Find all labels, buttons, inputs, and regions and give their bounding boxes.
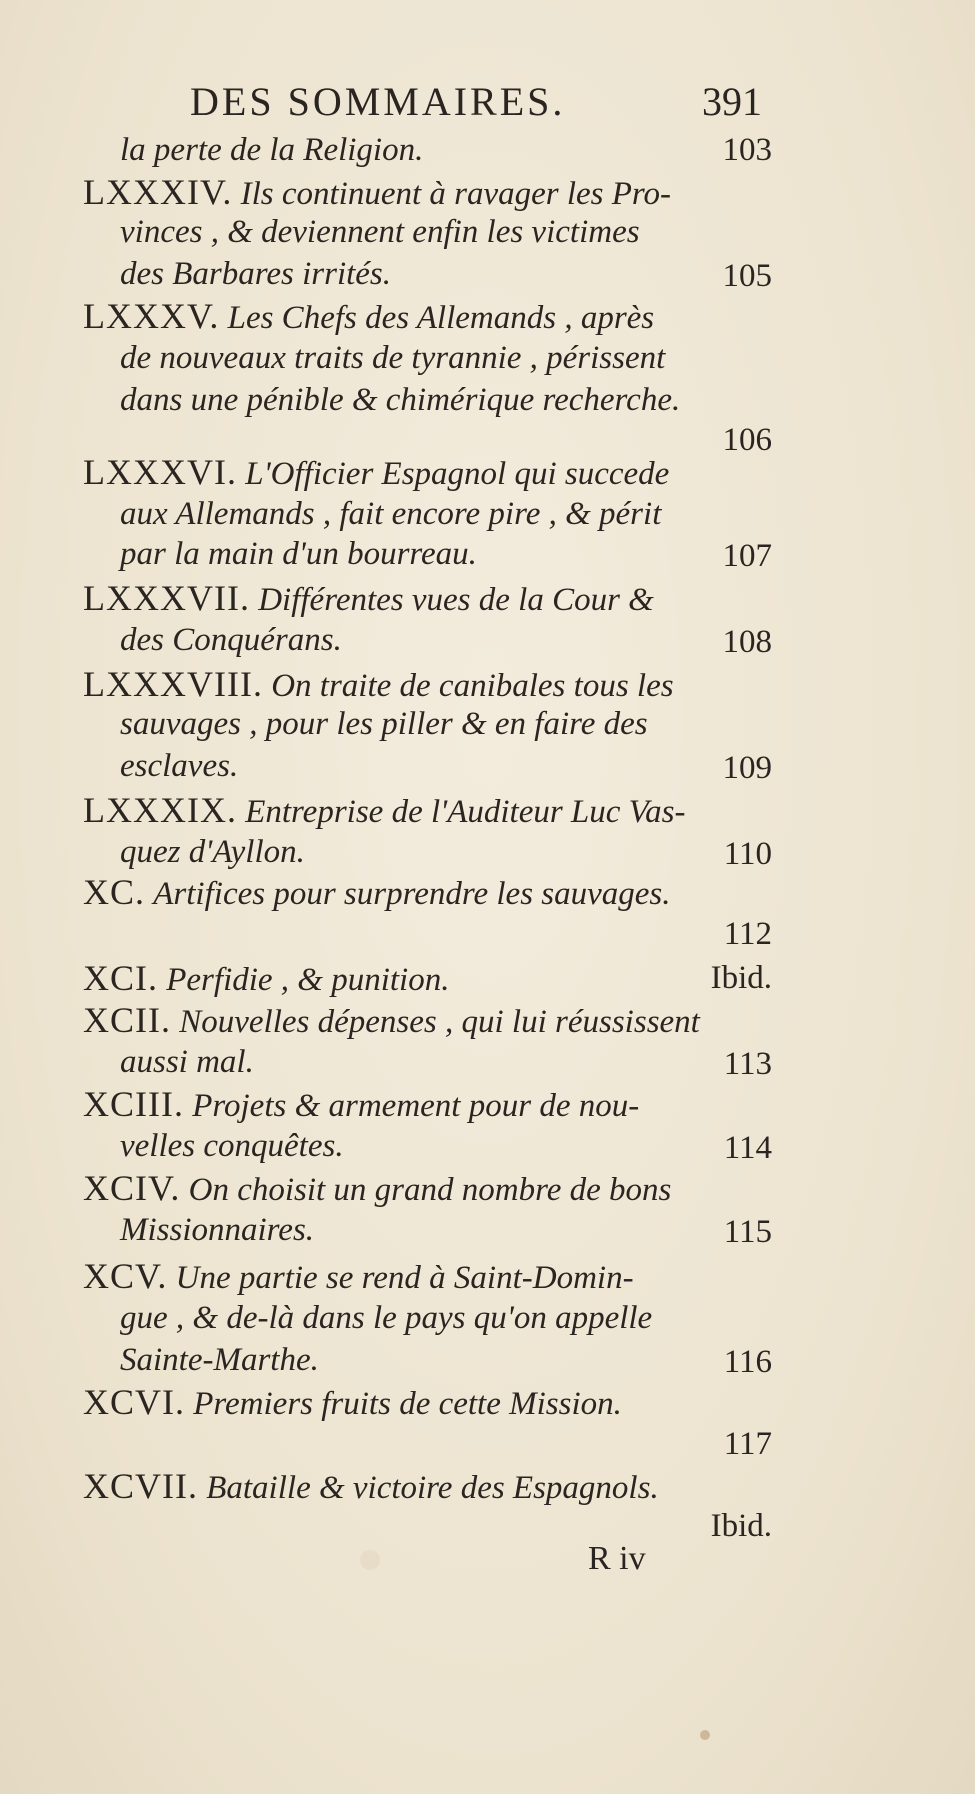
chapter-number: XCIV. <box>83 1168 181 1208</box>
toc-entry-line <box>83 1380 622 1424</box>
chapter-summary-text: velles conquêtes. <box>120 1128 344 1164</box>
chapter-summary-text: Nouvelles dépenses , qui lui réussissent <box>179 1004 700 1040</box>
chapter-summary-text: On traite de canibales tous les <box>271 668 674 704</box>
toc-entry-line <box>83 788 686 832</box>
chapter-summary-text: esclaves. <box>120 748 239 784</box>
page-reference: 115 <box>723 1214 772 1250</box>
toc-entry-line <box>83 1082 639 1126</box>
chapter-summary-text: Perfidie , & punition. <box>166 962 450 998</box>
page-reference: 116 <box>723 1344 772 1380</box>
page-reference: 114 <box>723 1130 772 1166</box>
chapter-summary-text: Bataille & victoire des Espagnols. <box>206 1470 659 1506</box>
chapter-number: XCII. <box>83 1000 171 1040</box>
toc-entry-line <box>120 1040 254 1084</box>
running-title: DES SOMMAIRES. <box>190 79 566 124</box>
toc-entry-line <box>83 998 700 1042</box>
chapter-summary-text: Entreprise de l'Auditeur Luc Vas- <box>245 794 686 830</box>
chapter-number: XC. <box>83 872 146 912</box>
toc-entry-line <box>83 170 671 214</box>
toc-entry-line <box>120 618 342 662</box>
signature-mark: R iv <box>588 1540 646 1577</box>
chapter-summary-text: des Barbares irrités. <box>120 256 392 292</box>
chapter-number: XCVII. <box>83 1466 198 1506</box>
toc-entry-line <box>120 1124 344 1168</box>
chapter-number: LXXXVII. <box>83 578 250 618</box>
chapter-summary-text: Artifices pour surprendre les sauvages. <box>153 876 671 912</box>
toc-entry-line <box>83 956 449 1000</box>
page-reference: 107 <box>722 538 772 574</box>
chapter-summary-text: quez d'Ayllon. <box>120 834 305 870</box>
chapter-summary-text: Projets & armement pour de nou- <box>192 1088 640 1124</box>
chapter-summary-text: Sainte-Marthe. <box>120 1342 319 1378</box>
chapter-number: XCVI. <box>83 1382 185 1422</box>
paper-stain <box>700 1730 710 1740</box>
chapter-summary-text: vinces , & deviennent enfin les victimes <box>120 214 640 250</box>
chapter-summary-text: Une partie se rend à Saint-Domin- <box>175 1260 634 1296</box>
chapter-summary-text: Les Chefs des Allemands , après <box>227 300 655 336</box>
page-reference: 105 <box>722 258 772 294</box>
toc-entry-line <box>83 576 654 620</box>
page-reference: 112 <box>723 916 772 952</box>
toc-entry-line <box>83 662 674 706</box>
page-reference: 108 <box>722 624 772 660</box>
chapter-summary-text: L'Officier Espagnol qui succede <box>245 456 670 492</box>
toc-entry-line <box>83 1254 634 1298</box>
toc-entry-line <box>120 1338 319 1382</box>
toc-entry-line <box>120 532 477 576</box>
chapter-summary-text: aux Allemands , fait encore pire , & périt <box>120 496 662 532</box>
toc-entry-line <box>120 336 665 380</box>
chapter-summary-text: par la main d'un bourreau. <box>120 536 477 572</box>
page-reference: 110 <box>723 836 772 872</box>
toc-entry-line <box>120 210 640 254</box>
toc-entry-line <box>120 378 680 422</box>
paper-stain <box>360 1550 380 1570</box>
chapter-summary-text: Différentes vues de la Cour & <box>258 582 654 618</box>
page-reference: Ibid. <box>710 960 772 996</box>
toc-entry-line <box>120 702 648 746</box>
page-reference: 106 <box>722 422 772 458</box>
page-reference: 117 <box>723 1426 772 1462</box>
chapter-summary-text: sauvages , pour les piller & en faire des <box>120 706 648 742</box>
toc-entry-line <box>83 294 654 338</box>
toc-entry-line <box>120 252 391 296</box>
chapter-number: LXXXVI. <box>83 452 237 492</box>
toc-entry-line <box>83 1166 671 1210</box>
toc-entry-line <box>83 1464 659 1508</box>
chapter-summary-text: Ils continuent à ravager les Pro- <box>240 176 672 212</box>
page-number: 391 <box>702 79 762 124</box>
chapter-summary-text: Missionnaires. <box>120 1212 315 1248</box>
running-header <box>190 78 790 128</box>
chapter-summary-text: gue , & de-là dans le pays qu'on appelle <box>120 1300 653 1336</box>
chapter-number: LXXXV. <box>83 296 220 336</box>
toc-entry-line <box>83 870 671 914</box>
toc-entry-line <box>120 1208 314 1252</box>
chapter-number: XCV. <box>83 1256 168 1296</box>
chapter-summary-text: aussi mal. <box>120 1044 254 1080</box>
chapter-summary-text: dans une pénible & chimérique recherche. <box>120 382 681 418</box>
page-reference: 109 <box>722 750 772 786</box>
chapter-number: XCI. <box>83 958 158 998</box>
toc-entry-line <box>120 1296 652 1340</box>
page-reference: 103 <box>722 132 772 168</box>
toc-entry-line <box>120 744 238 788</box>
chapter-summary-text: On choisit un grand nombre de bons <box>188 1172 672 1208</box>
chapter-number: LXXXIX. <box>83 790 237 830</box>
chapter-number: LXXXVIII. <box>83 664 263 704</box>
chapter-summary-text: de nouveaux traits de tyrannie , périssent <box>120 340 666 376</box>
chapter-summary-text: Premiers fruits de cette Mission. <box>193 1386 622 1422</box>
toc-entry-line <box>120 128 423 172</box>
toc-entry-line <box>83 450 669 494</box>
chapter-number: XCIII. <box>83 1084 184 1124</box>
page-reference: Ibid. <box>710 1508 772 1544</box>
toc-entry-line <box>120 830 305 874</box>
chapter-summary-text: des Conquérans. <box>120 622 342 658</box>
chapter-summary-text: la perte de la Religion. <box>120 132 424 168</box>
chapter-number: LXXXIV. <box>83 172 233 212</box>
toc-entry-line <box>120 492 661 536</box>
page-reference: 113 <box>723 1046 772 1082</box>
